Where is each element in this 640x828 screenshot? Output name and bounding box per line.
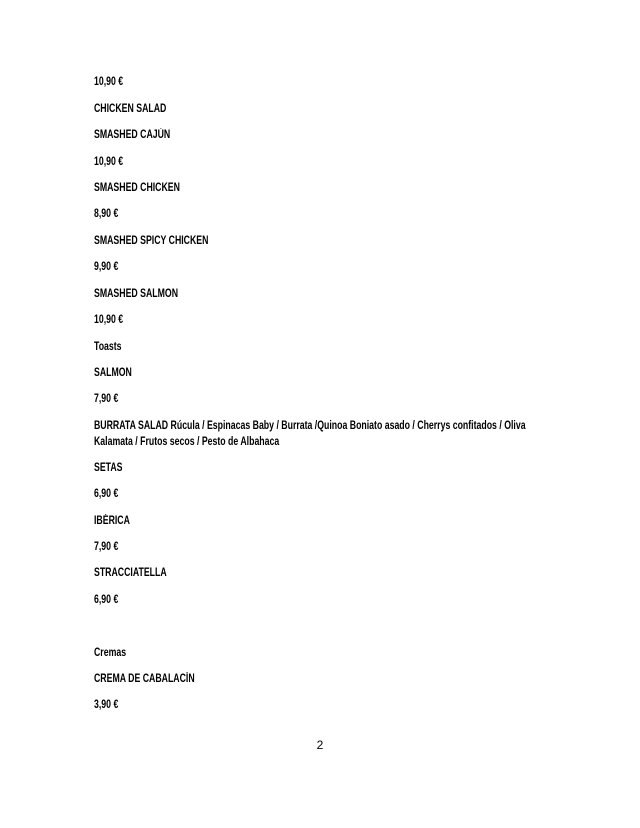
price: 10,90 € <box>94 156 124 168</box>
section-heading: Cremas <box>94 647 127 659</box>
item-name: CREMA DE CABALACÍN <box>94 673 195 685</box>
price: 10,90 € <box>94 314 124 326</box>
price: 6,90 € <box>94 488 119 500</box>
item-name: SMASHED SALMON <box>94 288 179 300</box>
item-name: SMASHED CHICKEN <box>94 182 180 194</box>
price: 6,90 € <box>94 594 119 606</box>
price: 9,90 € <box>94 261 119 273</box>
item-name: IBÉRICA <box>94 515 130 527</box>
price: 10,90 € <box>94 76 124 88</box>
item-name: CHICKEN SALAD <box>94 103 167 115</box>
section-heading: Toasts <box>94 341 122 353</box>
item-name: SMASHED CAJÚN <box>94 129 171 141</box>
item-name: SMASHED SPICY CHICKEN <box>94 235 209 247</box>
price: 3,90 € <box>94 699 119 711</box>
item-name: SALMON <box>94 367 132 379</box>
item-description: BURRATA SALAD Rúcula / Espinacas Baby / Burrata /Quinoa Boniato asado / Cherrys confitados / Oliva Kalamata / Frutos secos / Pesto de Albahaca <box>94 420 526 448</box>
item-name: SETAS <box>94 462 123 474</box>
price: 7,90 € <box>94 393 119 405</box>
page-number: 2 <box>316 738 324 752</box>
price: 7,90 € <box>94 541 119 553</box>
item-name: STRACCIATELLA <box>94 567 167 579</box>
price: 8,90 € <box>94 208 119 220</box>
